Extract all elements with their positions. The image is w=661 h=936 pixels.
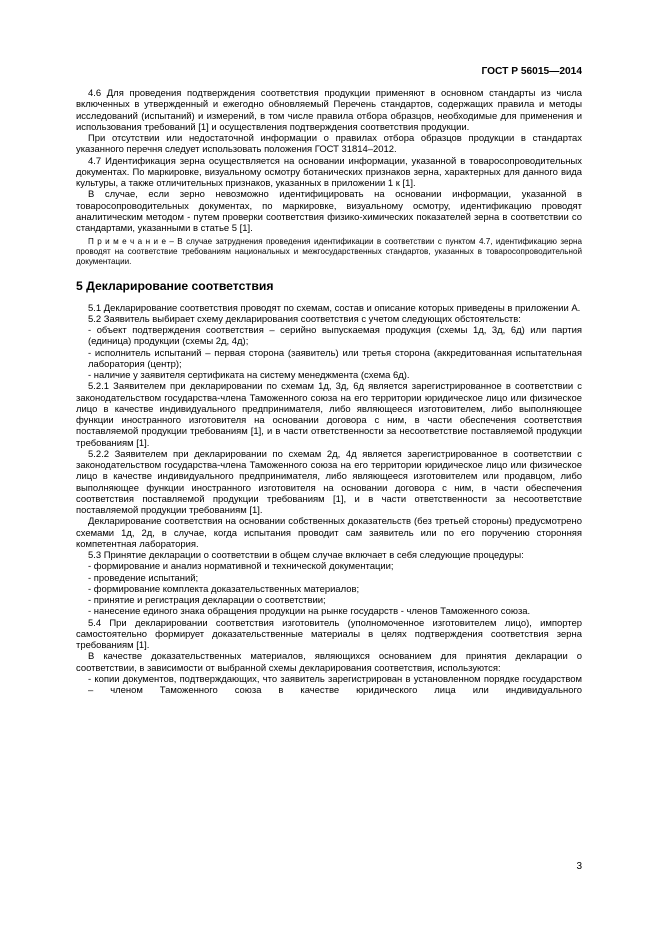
- note-label: П р и м е ч а н и е: [88, 237, 166, 247]
- document-code: ГОСТ Р 56015—2014: [481, 66, 582, 77]
- list-item: - нанесение единого знака обращения продукции на рынке государств - членов Таможенного союза.: [88, 606, 531, 618]
- list-item: - наличие у заявителя сертификата на систему менеджмента (схема 6д).: [88, 370, 410, 381]
- paragraph-5-4: 5.4 При декларировании соответствия изготовитель (уполномоченное изготовителем лицо), импортер самостоятельно формирует доказательственные материалы в целях подтверждения соответствия зерна требованиям [1].: [76, 617, 582, 651]
- paragraph: В качестве доказательственных материалов, являющихся основанием для принятия декларации о соответствии, в зависимости от выбранной схемы декларирования соответствия, используются:: [76, 651, 582, 674]
- list-item: - формирование комплекта доказательственных материалов;: [88, 583, 360, 595]
- list-item: - объект подтверждения соответствия – серийно выпускаемая продукция (схемы 1д, 3д, 6д) или партия (единица) продукции (схемы 2д, 4д);: [88, 325, 582, 348]
- list-item: - исполнитель испытаний – первая сторона (заявитель) или третья сторона (аккредитованная испытательная лаборатория (центр);: [88, 347, 582, 370]
- list-item: - принятие и регистрация декларации о соответствии;: [88, 595, 326, 606]
- list-item: - копии документов, подтверждающих, что заявитель зарегистрирован в установленном порядке государством – членом Таможенного союза в качестве юридического лица или индивидуального: [88, 673, 582, 696]
- list-item: - формирование и анализ нормативной и технической документации;: [88, 561, 394, 573]
- note: [76, 237, 582, 267]
- section-5-title: 5 Декларирование соответствия: [76, 279, 274, 294]
- paragraph-5-3: 5.3 Принятие декларации о соответствии в общем случае включает в себя следующие процедуры:: [88, 550, 524, 561]
- main-text: [76, 88, 582, 696]
- page-number: 3: [576, 861, 582, 872]
- note-text: – В случае затруднения проведения идентификации в соответствии с пунктом 4.7, идентификацию зерна проводят на соответствие требованиям национальных и межгосударственных стандартов, указанных в товаросопроводительной документации.: [76, 237, 582, 267]
- paragraph-5-2-2: 5.2.2 Заявителем при декларировании по схемам 2д, 4д является зарегистрированное в соответствии с законодательством государства-члена Таможенного союза на его территории юридическое лицо или физическое лицо в качестве индивидуального предпринимателя, либо являющееся изготовителем или продавцом, либо выполняющее функции иностранного изготовителя на основании договора с ним, в части обеспечения соответствия поставляемой продукции требованиям [1], и в части ответственности за несоответствие поставляемой продукции требованиям [1].: [76, 448, 582, 516]
- paragraph-4-7: 4.7 Идентификация зерна осуществляется на основании информации, указанной в товаросопроводительных документах. По маркировке, визуальному осмотру ботанических признаков зерна, характерных для данного вида культуры, а также отличительных признаков, указанных в приложении 1 к [1].: [76, 155, 582, 189]
- paragraph: Декларирование соответствия на основании собственных доказательств (без третьей стороны) предусмотрено схемами 1д, 2д, в случае, когда испытания проводит сам заявитель или по его поручению сторонняя компетентная лаборатория.: [76, 516, 582, 550]
- paragraph-4-6: 4.6 Для проведения подтверждения соответствия продукции применяют в основном стандарты из числа включенных в утвержденный и ежегодно обновляемый Перечень стандартов, содержащих правила и методы исследований (испытаний) и измерений, в том числе правила отбора образцов, необходимые для применения и использования требований [1] и осуществления подтверждения соответствия продукции.: [76, 88, 582, 133]
- paragraph-5-1: 5.1 Декларирование соответствия проводят по схемам, состав и описание которых приведены в приложении А.: [88, 302, 581, 314]
- paragraph: При отсутствии или недостаточной информации о правилах отбора образцов продукции в стандартах указанного перечня следует использовать положения ГОСТ 31814–2012.: [76, 133, 582, 156]
- paragraph-5-2: 5.2 Заявитель выбирает схему декларирования соответствия с учетом следующих обстоятельств:: [88, 313, 521, 325]
- paragraph-5-2-1: 5.2.1 Заявителем при декларировании по схемам 1д, 3д, 6д является зарегистрированное в соответствии с законодательством государства-члена Таможенного союза на его территории юридическое лицо или физическое лицо в качестве индивидуального предпринимателя, либо являющееся изготовителем, либо выполняющее функции иностранного изготовителя на основании договора с ним, в части обеспечения соответствия поставляемой продукции требованиям [1], и в части ответственности за несоответствие поставляемой продукции требованиям [1].: [76, 381, 582, 449]
- list-item: - проведение испытаний;: [88, 572, 199, 584]
- paragraph: В случае, если зерно невозможно идентифицировать на основании информации, указанной в товаросопроводительных документах, по маркировке, визуальному осмотру, идентификацию проводят аналитическим методом - путем проверки соответствия физико-химических показателей зерна в соответствии со стандартами, указанными в статье 5 [1].: [76, 189, 582, 234]
